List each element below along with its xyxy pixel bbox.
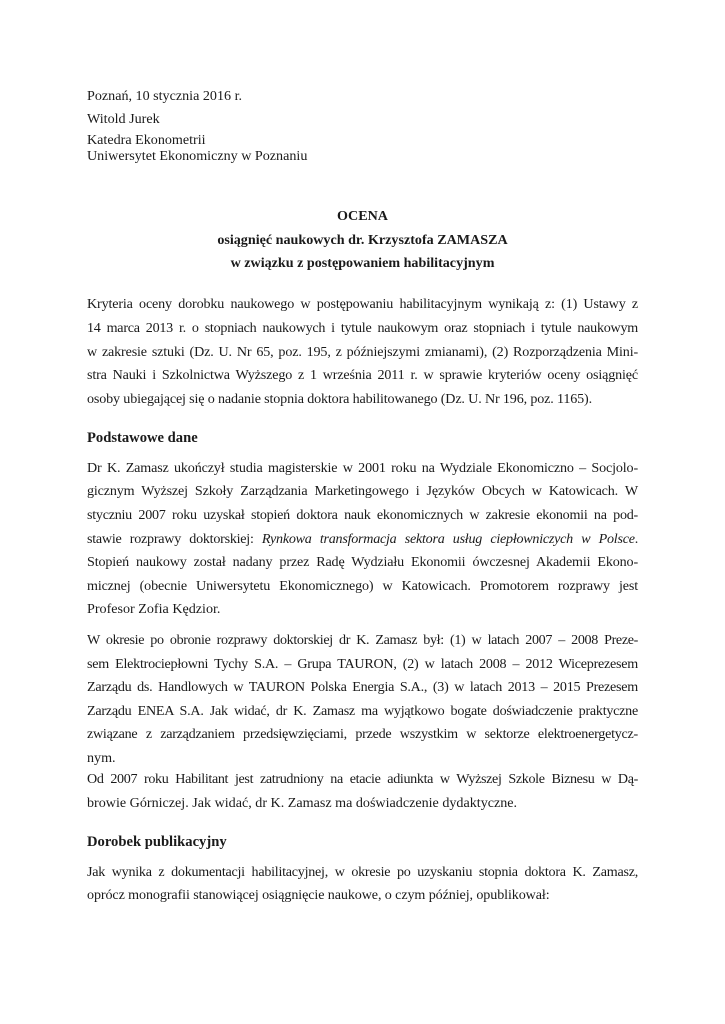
intro-line: stra Nauki i Szkolnictwa Wyższego z 1 września 2011 r. w sprawie kryteriów oceny osiągnięć bbox=[87, 367, 638, 383]
section1-p2-line: sem Elektrociepłowni Tychy S.A. – Grupa TAURON, (2) w latach 2008 – 2012 Wiceprezesem bbox=[87, 656, 638, 672]
place-date: Poznań, 10 stycznia 2016 r. bbox=[87, 88, 243, 104]
department-name: Katedra Ekonometrii bbox=[87, 132, 206, 148]
section-heading-dorobek-publikacyjny: Dorobek publikacyjny bbox=[87, 834, 227, 850]
intro-line: w zakresie sztuki (Dz. U. Nr 65, poz. 195, z późniejszymi zmianami), (2) Rozporządzenia Mini- bbox=[87, 344, 638, 360]
author-name: Witold Jurek bbox=[87, 111, 160, 127]
title-subject: osiągnięć naukowych dr. Krzysztofa ZAMASZA bbox=[217, 232, 508, 248]
intro-line: 14 marca 2013 r. o stopniach naukowych i tytule naukowym oraz stopniach i tytule naukowym bbox=[87, 320, 638, 336]
section1-p1-line: Profesor Zofia Kędzior. bbox=[87, 601, 221, 617]
section1-p2-line: Zarządu ENEA S.A. Jak widać, dr K. Zamasz ma wyjątkowo bogate doświadczenie praktyczne bbox=[87, 703, 638, 719]
section1-p2-line: W okresie po obronie rozprawy doktorskiej dr K. Zamasz był: (1) w latach 2007 – 2008 Preze- bbox=[87, 632, 638, 648]
intro-line: osoby ubiegającej się o nadanie stopnia doktora habilitowanego (Dz. U. Nr 196, poz. 1165). bbox=[87, 391, 592, 407]
section1-p1-line bbox=[87, 531, 638, 547]
section1-p1-line: Dr K. Zamasz ukończył studia magisterskie w 2001 roku na Wydziale Ekonomiczno – Socjolo- bbox=[87, 460, 638, 476]
section1-p2-line: związane z zarządzaniem przedsięwzięciami, przede wszystkim w sektorze elektroenergetycz- bbox=[87, 726, 638, 742]
section1-p1-line: micznej (obecnie Uniwersytetu Ekonomicznego) w Katowicach. Promotorem rozprawy jest bbox=[87, 578, 638, 594]
thesis-period: . bbox=[634, 531, 639, 547]
section1-p1-line: Stopień naukowy został nadany przez Radę Wydziału Ekonomii ówczesnej Akademii Ekono- bbox=[87, 554, 638, 570]
section1-p3-line: Od 2007 roku Habilitant jest zatrudniony na etacie adiunkta w Wyższej Szkole Biznesu w Dą- bbox=[87, 771, 638, 787]
section1-p1-line: gicznym Wyższej Szkoły Zarządzania Marketingowego i Języków Obcych w Katowicach. W bbox=[87, 483, 638, 499]
section2-line: oprócz monografii stanowiącej osiągnięcie naukowe, o czym później, opublikował: bbox=[87, 887, 550, 903]
section1-p1-line: styczniu 2007 roku uzyskał stopień doktora nauk ekonomicznych w zakresie ekonomii na pod- bbox=[87, 507, 638, 523]
section-heading-podstawowe-dane: Podstawowe dane bbox=[87, 430, 198, 446]
title-context: w związku z postępowaniem habilitacyjnym bbox=[230, 255, 495, 271]
section1-p3-line: browie Górniczej. Jak widać, dr K. Zamasz ma doświadczenie dydaktyczne. bbox=[87, 795, 518, 811]
thesis-title: Rynkowa transformacja sektora usług ciepłowniczych w Polsce bbox=[261, 531, 635, 547]
section1-p2-line: nym. bbox=[87, 750, 116, 766]
section2-line: Jak wynika z dokumentacji habilitacyjnej, w okresie po uzyskaniu stopnia doktora K. Zamasz, bbox=[87, 864, 638, 880]
intro-line: Kryteria oceny dorobku naukowego w postępowaniu habilitacyjnym wynikają z: (1) Ustawy z bbox=[87, 296, 638, 312]
thesis-intro-text: stawie rozprawy doktorskiej: bbox=[87, 531, 262, 547]
university-name: Uniwersytet Ekonomiczny w Poznaniu bbox=[87, 148, 308, 164]
section1-p2-line: Zarządu ds. Handlowych w TAURON Polska Energia S.A., (3) w latach 2013 – 2015 Prezesem bbox=[87, 679, 638, 695]
title-ocena: OCENA bbox=[337, 208, 388, 224]
